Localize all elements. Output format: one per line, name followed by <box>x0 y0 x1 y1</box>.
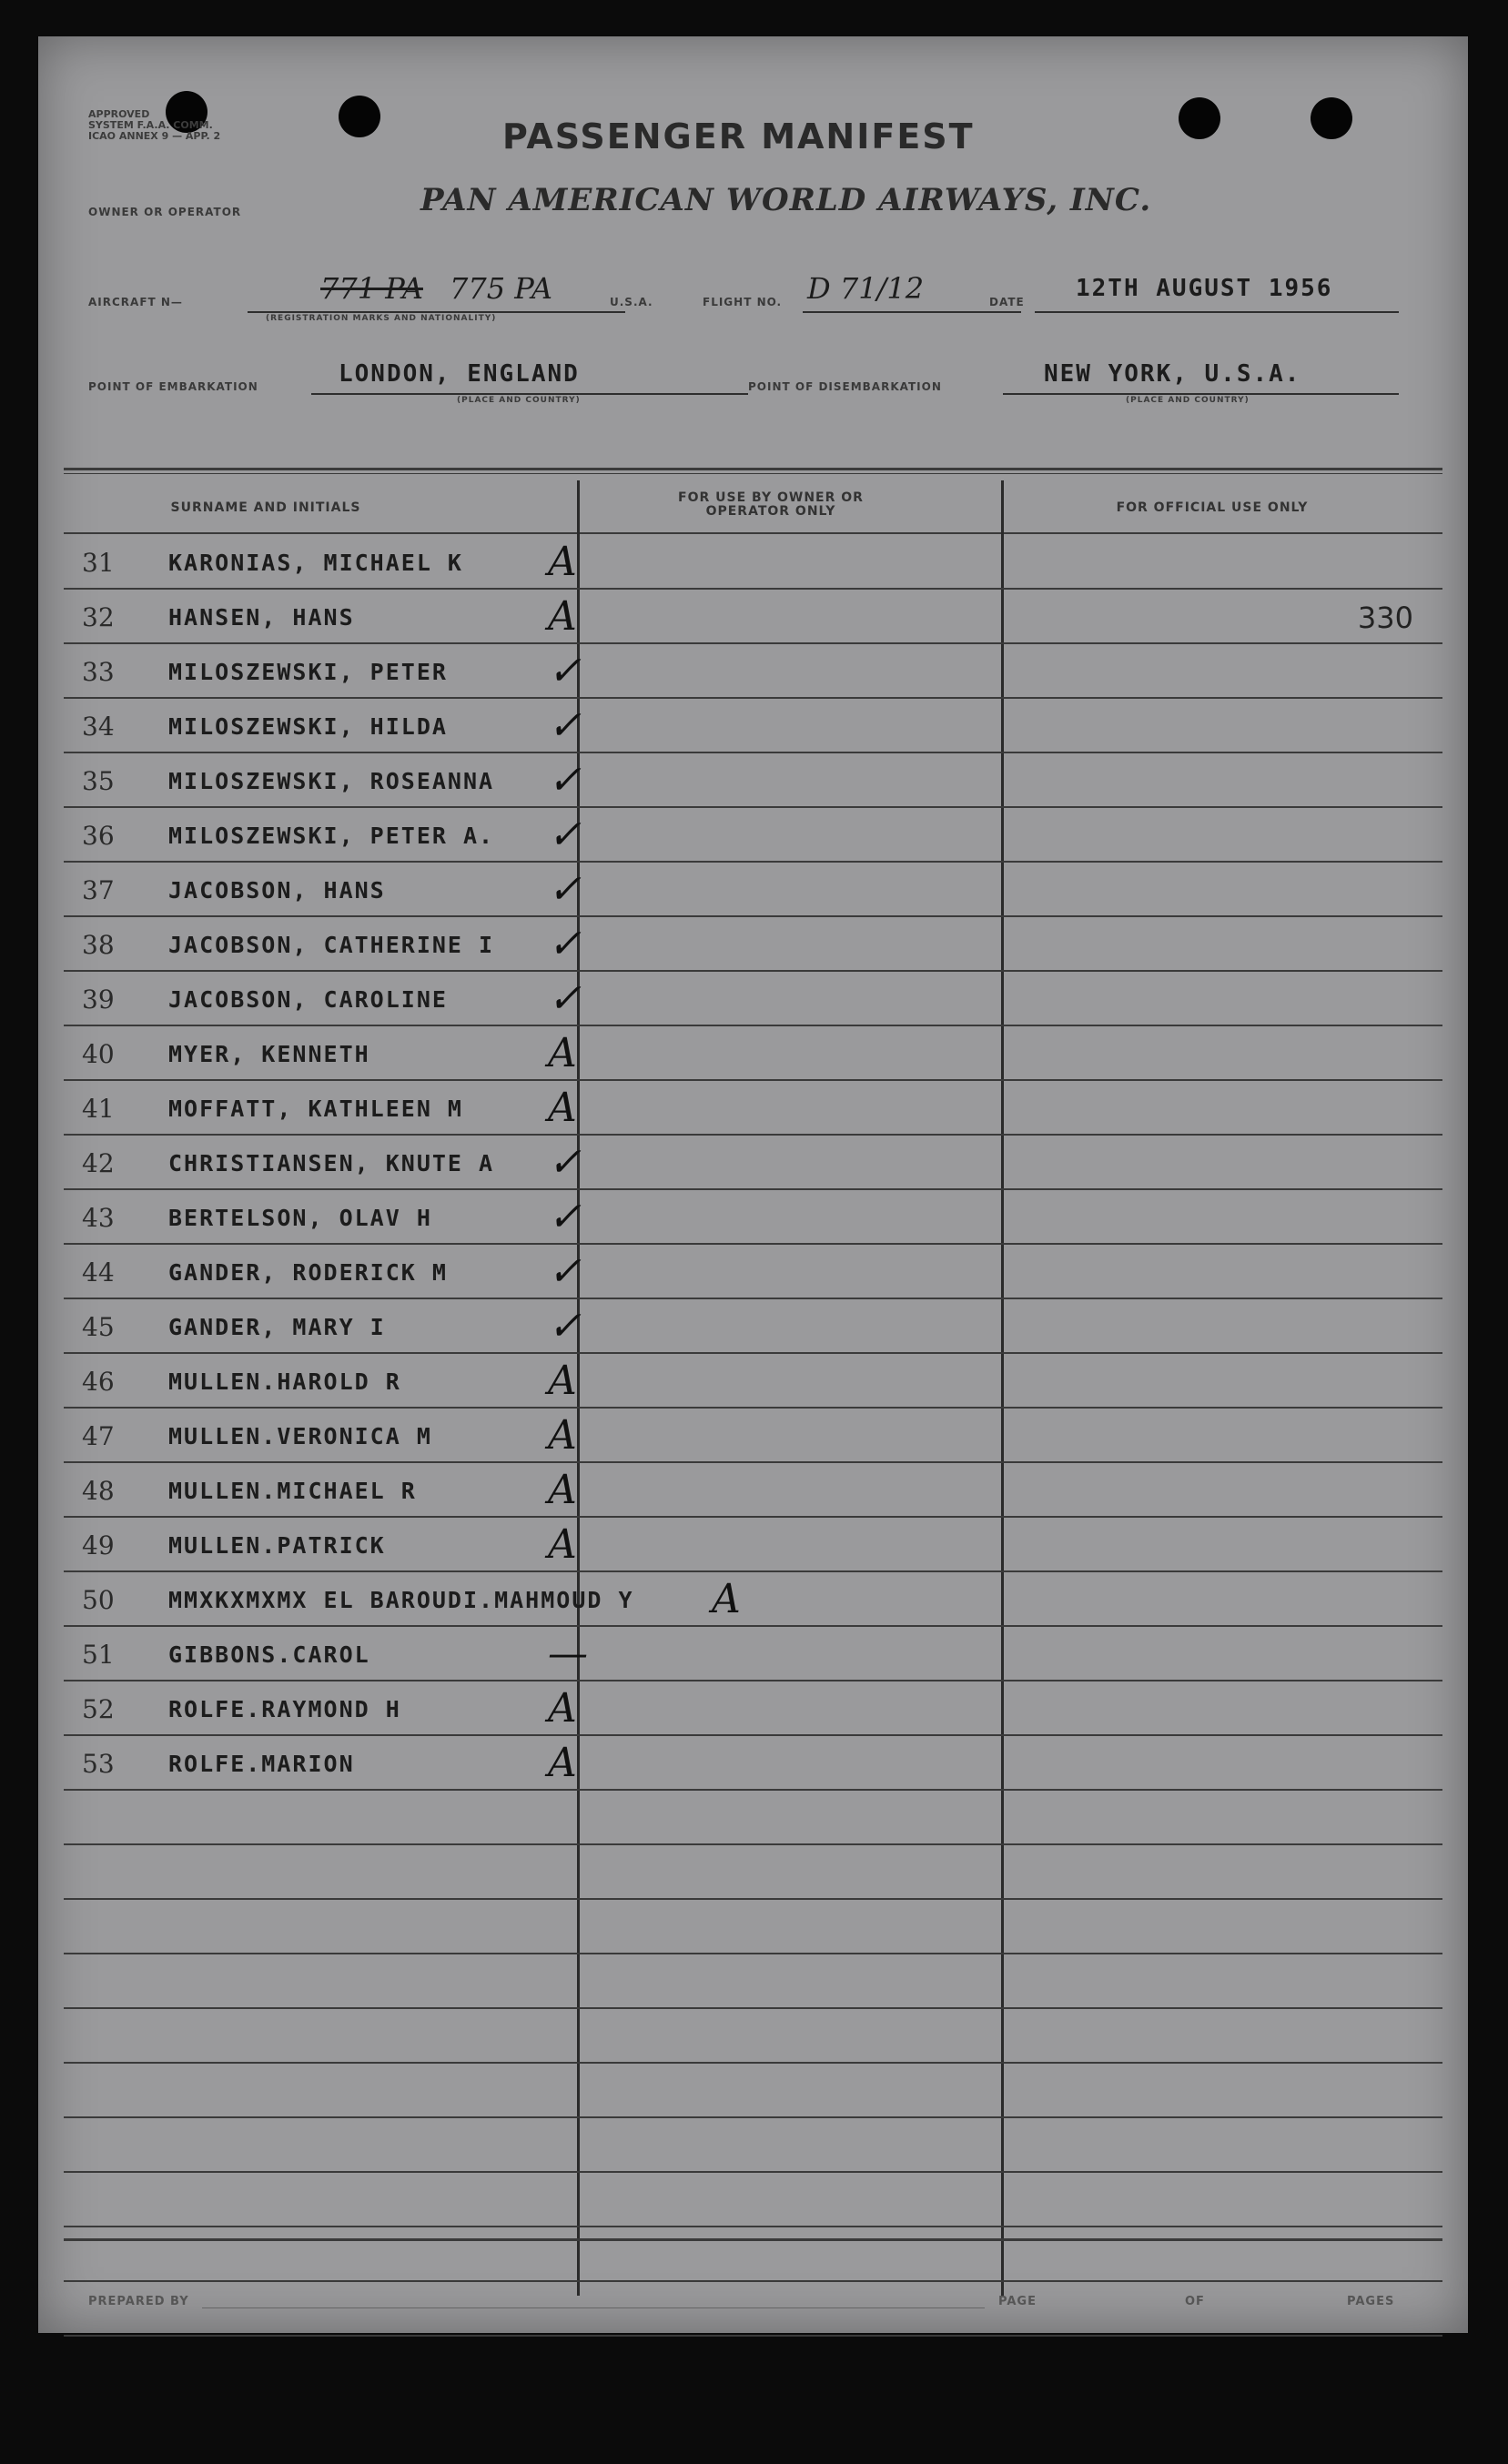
check-mark: A <box>548 1740 577 1786</box>
passenger-name: JACOBSON, HANS <box>168 877 386 904</box>
check-mark: ✓ <box>548 921 582 967</box>
blank-row-rule <box>64 2226 1442 2227</box>
table-row <box>38 1627 1468 1681</box>
row-number: 46 <box>82 1367 115 1397</box>
passenger-name: HANSEN, HANS <box>168 604 355 631</box>
check-mark: A <box>548 593 577 640</box>
punch-hole <box>339 96 380 137</box>
passenger-name: MYER, KENNETH <box>168 1041 370 1067</box>
check-mark: ✓ <box>548 812 582 858</box>
table-row <box>38 1299 1468 1354</box>
blank-row-rule <box>64 2171 1442 2173</box>
passenger-name: GIBBONS.CAROL <box>168 1641 370 1668</box>
approval-line: APPROVED <box>88 108 150 120</box>
flight-underline <box>803 311 1021 313</box>
passenger-name: MILOSZEWSKI, ROSEANNA <box>168 768 495 794</box>
check-mark: ✓ <box>548 702 582 749</box>
punch-hole <box>1311 97 1352 139</box>
table-row <box>38 1518 1468 1572</box>
table-row <box>38 535 1468 590</box>
passenger-name: MULLEN.VERONICA M <box>168 1423 432 1449</box>
table-row <box>38 1136 1468 1190</box>
passenger-name: MMXKXMXMX EL BAROUDI.MAHMOUD Y <box>168 1587 634 1613</box>
disembark-value: NEW YORK, U.S.A. <box>1044 360 1301 388</box>
table-row <box>38 863 1468 917</box>
pages-label: PAGES <box>1347 2295 1395 2308</box>
check-mark: A <box>548 1685 577 1732</box>
passenger-name: MULLEN.MICHAEL R <box>168 1478 417 1504</box>
row-number: 38 <box>82 930 115 960</box>
airline-name: PAN AMERICAN WORLD AIRWAYS, INC. <box>420 182 1152 218</box>
column-header-surname: SURNAME AND INITIALS <box>170 500 361 515</box>
passenger-name: MILOSZEWSKI, PETER A. <box>168 823 495 849</box>
table-row <box>38 1409 1468 1463</box>
table-bottom-rule <box>64 2238 1442 2241</box>
passenger-name: MULLEN.PATRICK <box>168 1532 386 1559</box>
embark-underline <box>311 393 748 395</box>
disembark-caption: (PLACE AND COUNTRY) <box>1126 396 1250 405</box>
embark-label: POINT OF EMBARKATION <box>88 380 258 393</box>
approval-line: ICAO ANNEX 9 — APP. 2 <box>88 130 221 142</box>
passenger-name: MULLEN.HAROLD R <box>168 1368 401 1395</box>
date-label: DATE <box>989 296 1025 308</box>
aircraft-label: AIRCRAFT N— <box>88 296 183 308</box>
check-mark: ✓ <box>548 757 582 803</box>
aircraft-caption: (REGISTRATION MARKS AND NATIONALITY) <box>266 314 497 323</box>
embark-value: LONDON, ENGLAND <box>339 360 580 388</box>
approval-stamp <box>88 109 220 142</box>
table-row <box>38 1190 1468 1245</box>
row-number: 53 <box>82 1749 115 1779</box>
manifest-sheet <box>38 36 1468 2333</box>
passenger-name: GANDER, MARY I <box>168 1314 386 1340</box>
aircraft-struck: 771 PA <box>320 271 423 306</box>
punch-hole <box>1179 97 1220 139</box>
blank-row-rule <box>64 1843 1442 1845</box>
aircraft-value: 775 PA <box>450 271 552 306</box>
row-number: 48 <box>82 1476 115 1506</box>
table-top-rule <box>64 473 1442 474</box>
flight-value: D 71/12 <box>807 271 925 306</box>
row-number: 41 <box>82 1094 115 1124</box>
table-row <box>38 1245 1468 1299</box>
check-mark: A <box>548 1085 577 1131</box>
row-number: 34 <box>82 712 115 742</box>
table-row <box>38 1572 1468 1627</box>
prepared-by-label: PREPARED BY <box>88 2295 189 2308</box>
of-label: OF <box>1185 2295 1205 2308</box>
blank-row-rule <box>64 1898 1442 1900</box>
passenger-name: JACOBSON, CAROLINE <box>168 986 448 1013</box>
nationality-label: U.S.A. <box>610 296 653 308</box>
check-mark: A <box>548 539 577 585</box>
passenger-name: CHRISTIANSEN, KNUTE A <box>168 1150 495 1176</box>
date-value: 12TH AUGUST 1956 <box>1076 275 1333 302</box>
date-underline <box>1035 311 1399 313</box>
official-note: 330 <box>1357 601 1413 635</box>
passenger-name: ROLFE.MARION <box>168 1751 355 1777</box>
row-number: 36 <box>82 821 115 851</box>
passenger-name: KARONIAS, MICHAEL K <box>168 550 463 576</box>
check-mark: ✓ <box>548 1194 582 1240</box>
passenger-name: JACOBSON, CATHERINE I <box>168 932 495 958</box>
check-mark: A <box>548 1412 577 1459</box>
prepared-by-underline <box>202 2307 985 2308</box>
table-top-rule <box>64 468 1442 470</box>
table-row <box>38 808 1468 863</box>
table-row <box>38 1463 1468 1518</box>
flight-label: FLIGHT NO. <box>703 296 783 308</box>
table-row <box>38 699 1468 753</box>
embark-caption: (PLACE AND COUNTRY) <box>457 396 581 405</box>
table-row <box>38 1354 1468 1409</box>
row-number: 45 <box>82 1312 115 1342</box>
row-number: 43 <box>82 1203 115 1233</box>
check-mark: A <box>548 1030 577 1076</box>
row-number: 42 <box>82 1148 115 1178</box>
owner-label: OWNER OR OPERATOR <box>88 206 242 218</box>
check-mark: A <box>712 1576 741 1622</box>
blank-row-rule <box>64 2335 1442 2337</box>
blank-row-rule <box>64 2116 1442 2118</box>
approval-line: SYSTEM F.A.A. COMM. <box>88 119 213 131</box>
table-row <box>38 1681 1468 1736</box>
column-header-official-use: FOR OFFICIAL USE ONLY <box>1116 500 1309 515</box>
table-row <box>38 753 1468 808</box>
passenger-name: MOFFATT, KATHLEEN M <box>168 1096 463 1122</box>
row-number: 39 <box>82 985 115 1015</box>
table-row <box>38 972 1468 1026</box>
check-mark: — <box>548 1631 588 1677</box>
check-mark: A <box>548 1358 577 1404</box>
blank-row-rule <box>64 1953 1442 1954</box>
check-mark: ✓ <box>548 1248 582 1295</box>
passenger-name: ROLFE.RAYMOND H <box>168 1696 401 1722</box>
row-number: 40 <box>82 1039 115 1069</box>
row-number: 31 <box>82 548 115 578</box>
row-number: 32 <box>82 602 115 632</box>
check-mark: ✓ <box>548 866 582 913</box>
row-number: 35 <box>82 766 115 796</box>
page-label: PAGE <box>998 2295 1037 2308</box>
check-mark: ✓ <box>548 648 582 694</box>
check-mark: A <box>548 1467 577 1513</box>
column-header-owner-use: FOR USE BY OWNER OR OPERATOR ONLY <box>678 490 864 519</box>
row-number: 37 <box>82 875 115 905</box>
table-row <box>38 644 1468 699</box>
blank-row-rule <box>64 2062 1442 2064</box>
disembark-underline <box>1003 393 1399 395</box>
check-mark: ✓ <box>548 1303 582 1349</box>
passenger-name: MILOSZEWSKI, PETER <box>168 659 448 685</box>
table-row <box>38 590 1468 644</box>
check-mark: ✓ <box>548 1139 582 1186</box>
passenger-name: BERTELSON, OLAV H <box>168 1205 432 1231</box>
row-number: 52 <box>82 1694 115 1724</box>
passenger-name: MILOSZEWSKI, HILDA <box>168 713 448 740</box>
passenger-name: GANDER, RODERICK M <box>168 1259 448 1286</box>
disembark-label: POINT OF DISEMBARKATION <box>748 380 942 393</box>
row-number: 51 <box>82 1640 115 1670</box>
row-number: 33 <box>82 657 115 687</box>
header-bottom-rule <box>64 532 1442 534</box>
aircraft-underline <box>248 311 625 313</box>
row-number: 47 <box>82 1421 115 1451</box>
page-title: PASSENGER MANIFEST <box>502 116 975 157</box>
check-mark: ✓ <box>548 975 582 1022</box>
row-number: 50 <box>82 1585 115 1615</box>
blank-row-rule <box>64 2280 1442 2282</box>
row-number: 44 <box>82 1257 115 1288</box>
check-mark: A <box>548 1521 577 1568</box>
table-row <box>38 1081 1468 1136</box>
row-number: 49 <box>82 1530 115 1560</box>
table-row <box>38 917 1468 972</box>
table-row <box>38 1736 1468 1791</box>
row-rule <box>64 1789 1442 1791</box>
blank-row-rule <box>64 2007 1442 2009</box>
table-row <box>38 1026 1468 1081</box>
